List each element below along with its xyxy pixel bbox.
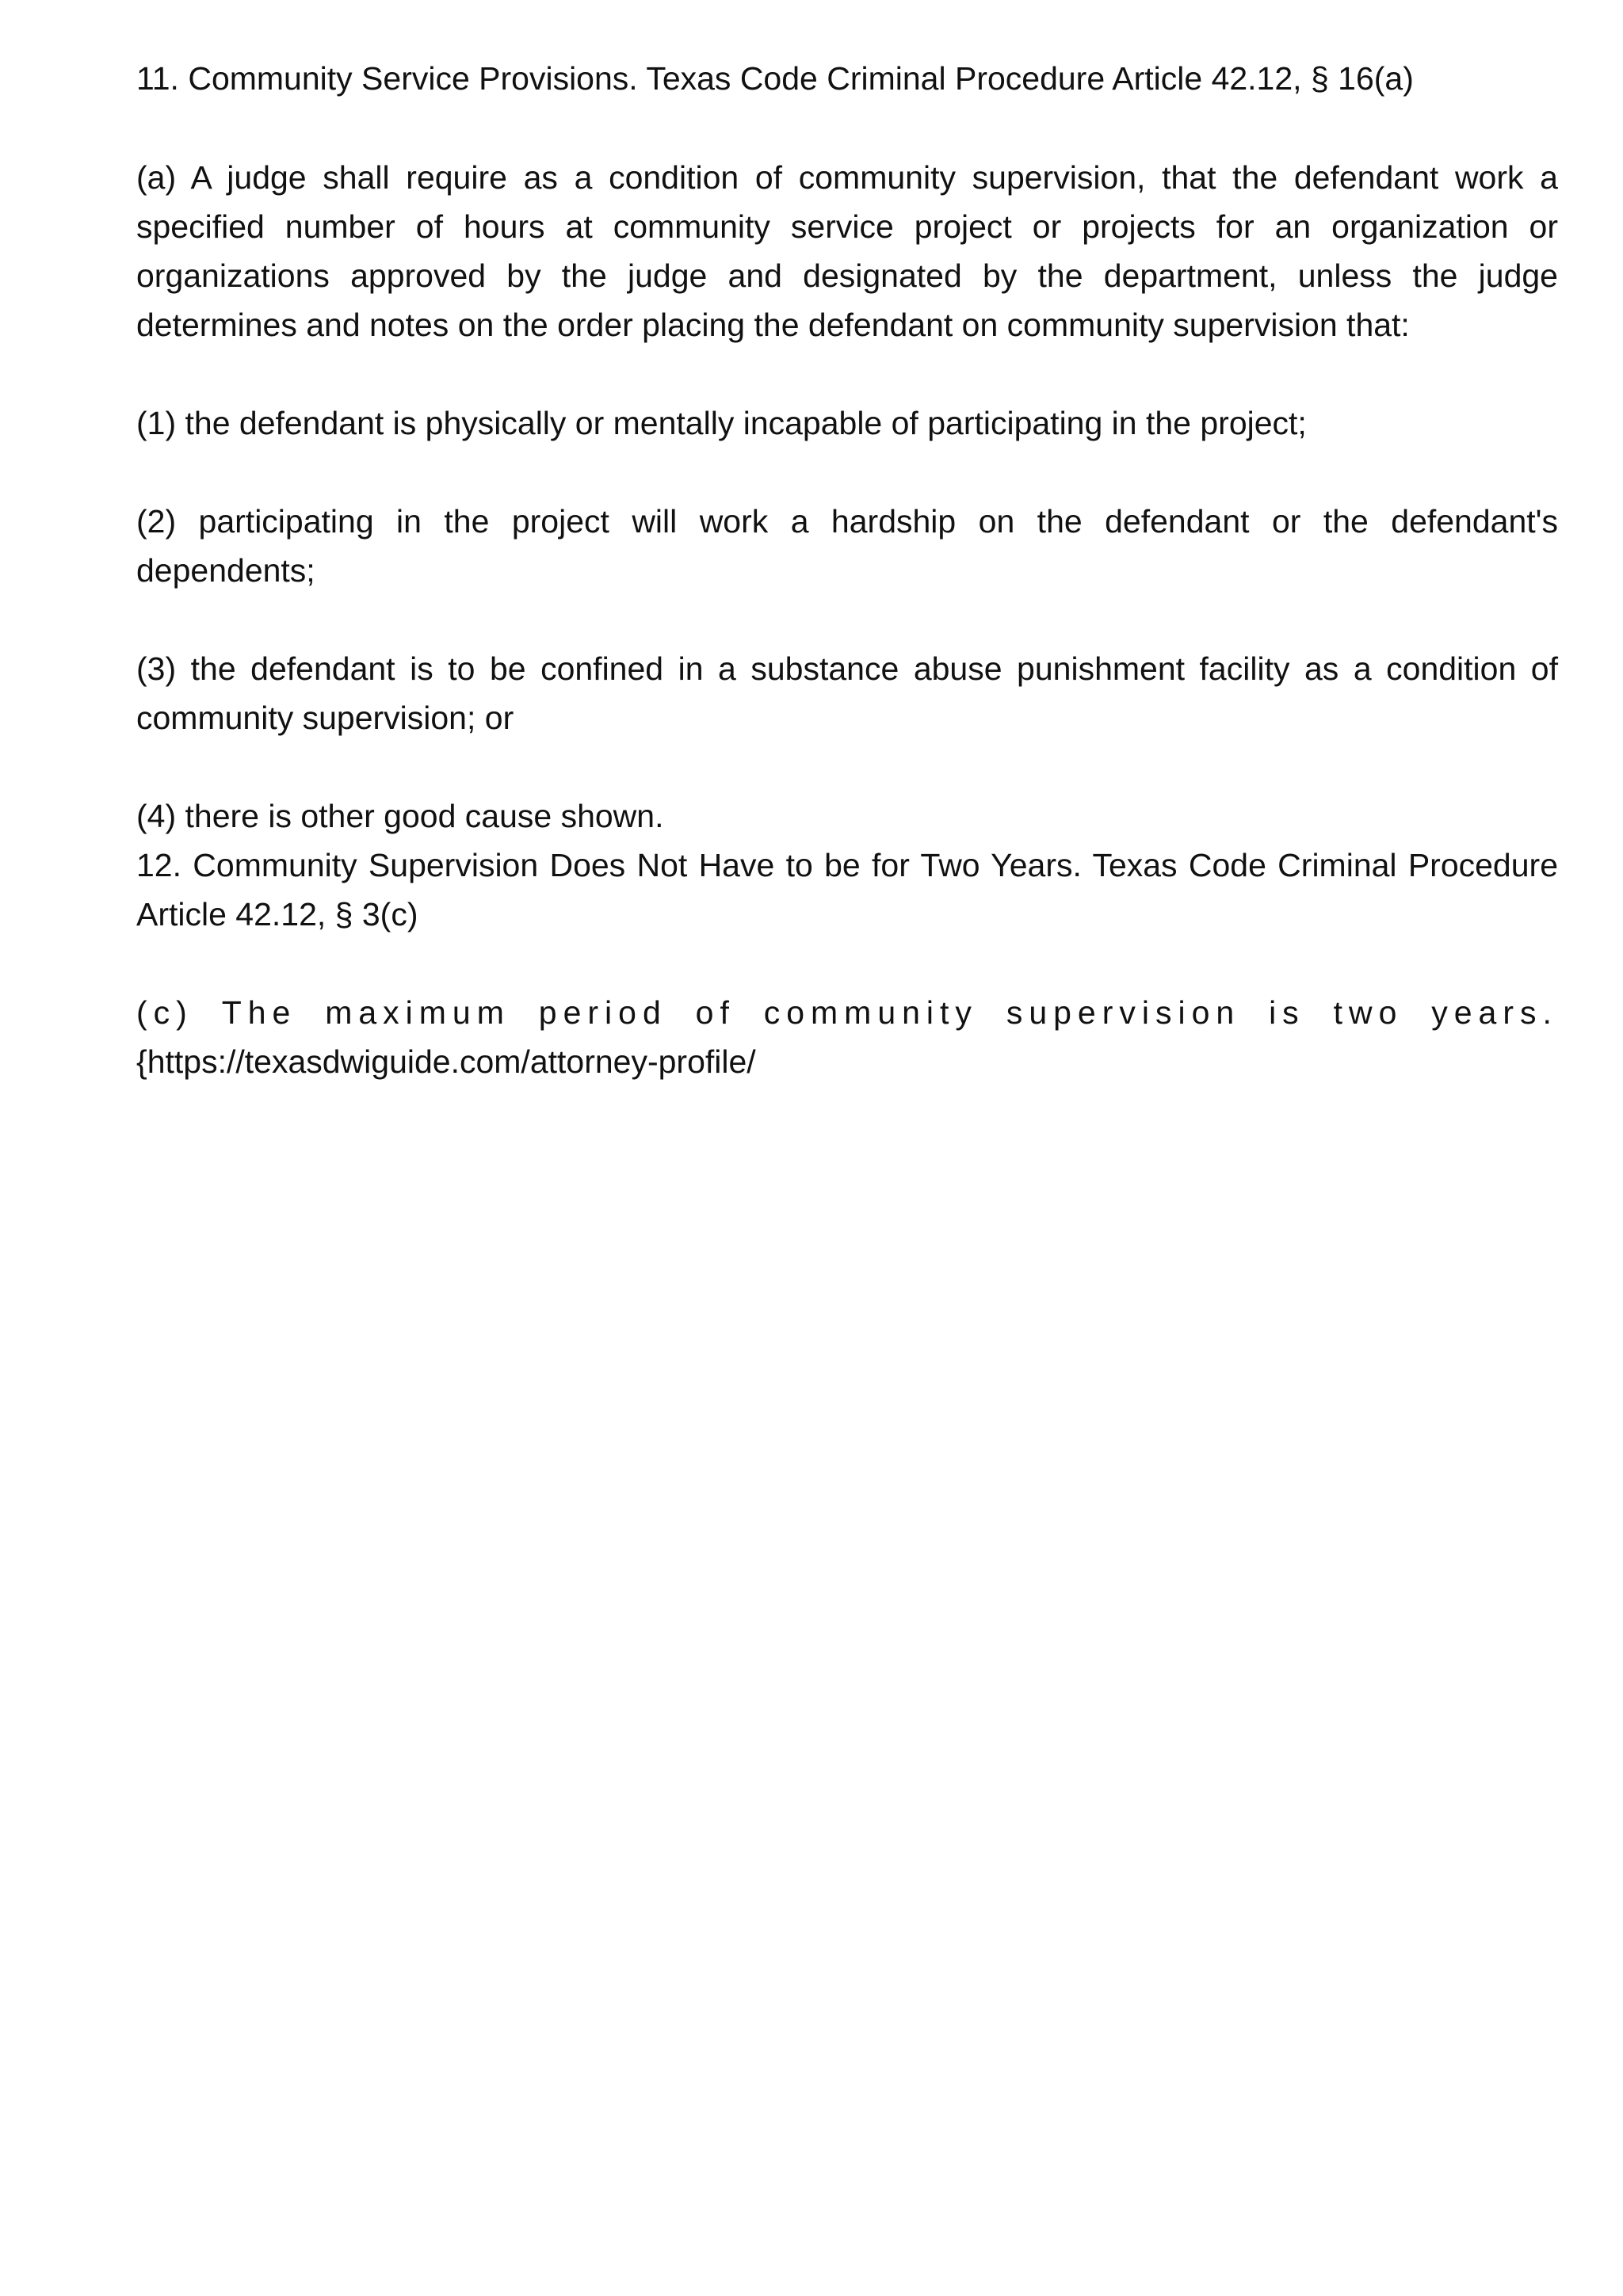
list-item-1 <box>136 399 1558 448</box>
paragraph-a-line: (a) A judge shall require as a condition of community supervision, that the defendant work a <box>136 159 1558 196</box>
section-11-heading <box>136 54 1558 103</box>
paragraph-c-word: The <box>221 994 297 1031</box>
paragraph-c-word: (c) <box>136 994 193 1031</box>
list-item-3 <box>136 644 1558 742</box>
list-item-2 <box>136 497 1558 595</box>
section-12-heading-line: Article 42.12, § 3(c) <box>136 896 418 933</box>
paragraph-c-word: is <box>1269 994 1305 1031</box>
attorney-profile-link[interactable]: {https://texasdwiguide.com/attorney-profile/ <box>136 1043 756 1080</box>
paragraph-c-word: of <box>695 994 735 1031</box>
list-item-2-line: dependents; <box>136 552 315 589</box>
section-12-heading <box>136 841 1558 939</box>
paragraph-c <box>136 988 1558 1086</box>
paragraph-a <box>136 153 1558 349</box>
paragraph-c-word: period <box>538 994 667 1031</box>
paragraph-c-word: maximum <box>325 994 510 1031</box>
paragraph-a-line: determines and notes on the order placing the defendant on community supervision that: <box>136 307 1410 343</box>
paragraph-c-word: two <box>1333 994 1403 1031</box>
list-item-2-line: (2) participating in the project will work a hardship on the defendant or the defendant's <box>136 503 1558 540</box>
paragraph-c-line <box>136 988 1558 1037</box>
section-12-heading-line: 12. Community Supervision Does Not Have to be for Two Years. Texas Code Criminal Procedure <box>136 847 1558 883</box>
list-item-4-text: (4) there is other good cause shown. <box>136 798 664 834</box>
paragraph-c-word: community <box>763 994 978 1031</box>
list-item-3-line: community supervision; or <box>136 700 514 736</box>
list-item-4 <box>136 791 1558 841</box>
paragraph-a-line: organizations approved by the judge and designated by the department, unless the judge <box>136 257 1558 294</box>
paragraph-a-line: specified number of hours at community service project or projects for an organization or <box>136 208 1558 245</box>
list-item-3-line: (3) the defendant is to be confined in a substance abuse punishment facility as a condition of <box>136 650 1558 687</box>
paragraph-c-word: supervision <box>1006 994 1241 1031</box>
section-11-heading-text: 11. Community Service Provisions. Texas Code Criminal Procedure Article 42.12, § 16(a) <box>136 60 1414 97</box>
paragraph-c-word: years. <box>1431 994 1558 1031</box>
list-item-1-text: (1) the defendant is physically or mentally incapable of participating in the project; <box>136 405 1307 441</box>
